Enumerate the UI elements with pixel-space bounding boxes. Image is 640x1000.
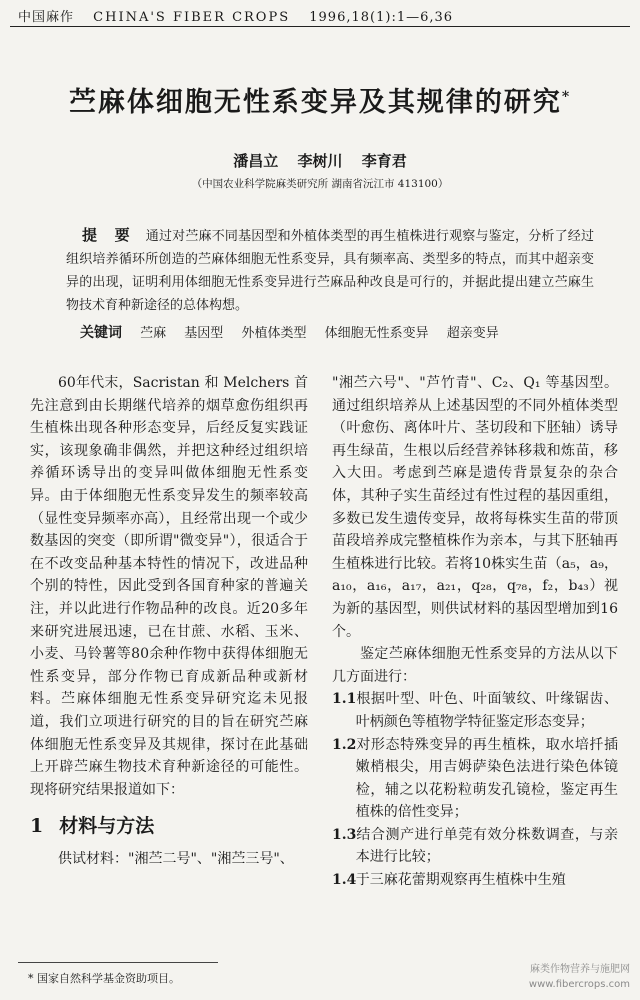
authors: 潘昌立 李树川 李育君 (233, 152, 407, 170)
method-text: 于三麻花蕾期观察再生植株中生殖 (355, 872, 566, 889)
method-item (332, 688, 618, 733)
method-text: 根据叶型、叶色、叶面皱纹、叶缘锯齿、叶柄颜色等植物学特征鉴定形态变异； (355, 691, 618, 730)
affiliation: （中国农业科学院麻类研究所 湖南省沅江市 413100） (191, 178, 449, 190)
section-number: 1 (30, 815, 44, 838)
section-title: 材料与方法 (59, 815, 155, 838)
method-number: 1.1 (332, 691, 357, 708)
materials-paragraph: 供试材料："湘苎二号"、"湘苎三号"、 (58, 850, 294, 867)
journal-name-cn: 中国麻作 (18, 10, 75, 25)
method-number: 1.3 (332, 826, 357, 843)
journal-name-en: CHINA'S FIBER CROPS (93, 10, 291, 25)
title-text: 苎麻体细胞无性系变异及其规律的研究 (68, 87, 562, 118)
body-column-right (332, 372, 618, 892)
keyword: 超亲变异 (446, 326, 499, 341)
abstract-label: 提 要 (82, 226, 136, 244)
citation: 1996,18(1):1—6,36 (309, 10, 454, 25)
title-footnote-mark: * (561, 89, 572, 105)
intro-paragraph: 60年代末，Sacristan 和 Melchers 首先注意到由长期继代培养的烟草愈伤组织再生植株出现各种形态变异，后经反复实践证实，该现象确非偶然，并把这种经过组织培养循环诱导出的变异叫做体细胞无性系变异。由于体细胞无性系变异发生的频率较高（显性变异频率亦高），且经常出现一个或少数基因的突变（即所谓"微变异"），很适合于在不改变品种基本特性的情况下，改进品种个别的特性，因此受到各国育种家的普遍关注，并以此进行作物品种的改良。近20多年来研究进展迅速，已在甘蔗、水稻、玉米、小麦、马铃薯等80余种作物中获得体细胞无性系变异，部分作物已育成新品种或新材料。苎麻体细胞无性系变异研究迄未见报道，我们立项进行研究的目的旨在研究苎麻体细胞无性系变异及其规律，探讨在此基础上开辟苎麻生物技术育种新途径的可能性。现将研究结果报道如下： (30, 375, 308, 798)
method-number: 1.4 (332, 872, 357, 889)
footnote-rule (18, 962, 218, 963)
method-item (332, 824, 618, 869)
method-text: 对形态特殊变异的再生植株，取水培扦插嫩梢根尖，用吉姆萨染色法进行染色体镜检，辅之以花粉粒萌发孔镜检，鉴定再生植株的倍性变异； (355, 736, 618, 821)
keyword: 体细胞无性系变异 (324, 326, 429, 341)
header-rule (10, 26, 630, 27)
body-column-left (30, 372, 308, 870)
watermark (529, 962, 630, 992)
methods-intro: 鉴定苎麻体细胞无性系变异的方法从以下几方面进行： (332, 646, 618, 685)
watermark-site-name: 麻类作物营养与施肥网 (530, 964, 630, 975)
running-header (18, 6, 467, 25)
section-heading (30, 815, 308, 838)
method-number: 1.2 (332, 736, 357, 753)
keywords (80, 322, 610, 342)
materials-continued: "湘苎六号"、"芦竹青"、C₂、Q₁ 等基因型。通过组织培养从上述基因型的不同外植体类型（叶愈伤、离体叶片、茎切段和下胚轴）诱导再生绿苗，生根以后经营养钵移栽和炼苗，移入大田。考虑到苎麻是遗传背景复杂的杂合体，其种子实生苗经过有性过程的基因重组，多数已发生遗传变异，故将每株实生苗的带顶苗段培养成完整植株作为亲本，与其下胚轴再生植株进行比较。若将10株实生苗（a₅，a₉，a₁₀，a₁₆，a₁₇，a₂₁，q₂₈，q₇₈，f₂，b₄₃）视为新的基因型，则供试材料的基因型增加到16个。 (332, 375, 618, 640)
paper-title (0, 80, 640, 119)
keyword: 苎麻 (140, 326, 167, 341)
keyword: 基因型 (184, 326, 224, 341)
keyword: 外植体类型 (241, 326, 307, 341)
footnote: * 国家自然科学基金资助项目。 (28, 972, 180, 985)
abstract-text: 通过对苎麻不同基因型和外植体类型的再生植株进行观察与鉴定，分析了经过组织培养循环所创造的苎麻体细胞无性系变异，具有频率高、类型多的特点，而其中超亲变异的出现，证明利用体细胞无性系变异进行苎麻品种改良是可行的，并据此提出建立苎麻生物技术育种新途径的总体构想。 (66, 229, 594, 313)
abstract (66, 224, 594, 317)
method-item (332, 869, 618, 892)
method-text: 结合测产进行单莞有效分株数调查，与亲本进行比较； (355, 826, 618, 866)
keywords-label: 关键词 (80, 325, 122, 341)
watermark-url: www.fibercrops.com (528, 979, 630, 990)
method-item (332, 734, 618, 824)
